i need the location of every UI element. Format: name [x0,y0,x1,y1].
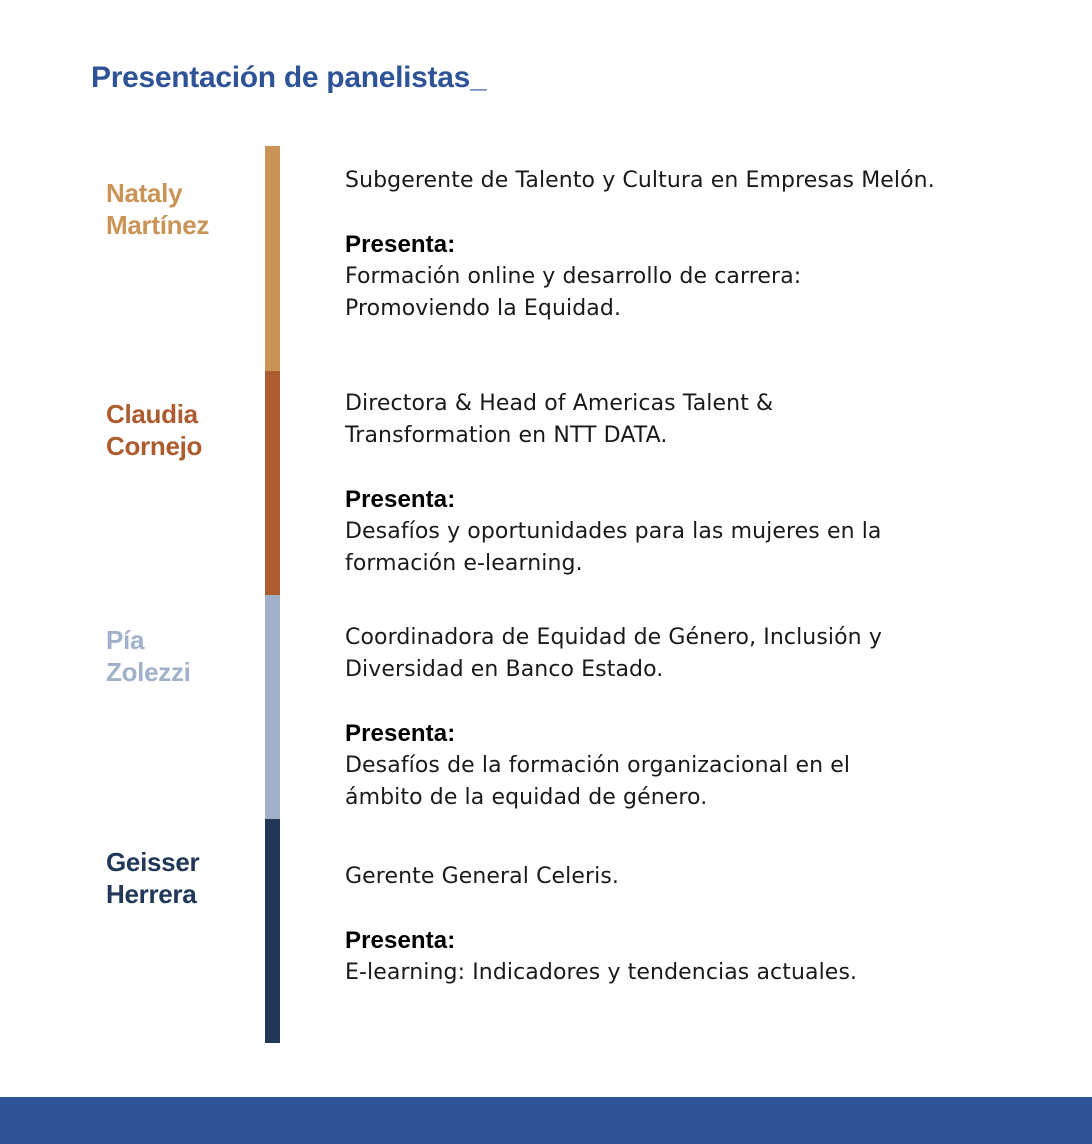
talk-title-line: formación e-learning. [345,551,583,576]
panelist-name-claudia [106,398,256,462]
timeline-segment-nataly [265,146,280,371]
presenta-label: Presenta: [345,231,456,258]
panelist-role: Directora & Head of Americas Talent & [345,391,774,416]
presenta-label: Presenta: [345,486,456,513]
page-title: Presentación de panelistas_ [91,61,487,94]
panelist-last-name: Martínez [106,210,210,240]
panelist-details-nataly [345,165,1065,325]
panelist-role: Subgerente de Talento y Cultura en Empresas Melón. [345,168,935,193]
talk-title-line: Desafíos y oportunidades para las mujeres en la [345,519,882,544]
panelist-role: Transformation en NTT DATA. [345,423,668,448]
talk-title-line: E-learning: Indicadores y tendencias actuales. [345,960,858,985]
panelist-details-pia [345,622,1065,814]
panelist-role: Coordinadora de Equidad de Género, Inclusión y [345,625,882,650]
panelist-first-name: Geisser [106,847,200,877]
timeline-segment-pia [265,595,280,819]
panelist-first-name: Claudia [106,399,198,429]
panelist-first-name: Nataly [106,178,183,208]
panelist-name-geisser [106,846,256,910]
panelist-last-name: Zolezzi [106,657,191,687]
presenta-label: Presenta: [345,720,456,747]
timeline-segment-claudia [265,371,280,595]
panelist-role: Diversidad en Banco Estado. [345,657,664,682]
presenta-label: Presenta: [345,927,456,954]
panelist-last-name: Herrera [106,879,197,909]
panelist-details-geisser [345,861,1065,989]
panelist-role: Gerente General Celeris. [345,864,620,889]
footer-band [0,1097,1092,1144]
talk-title-line: ámbito de la equidad de género. [345,785,708,810]
panelist-first-name: Pía [106,625,145,655]
talk-title-line: Formación online y desarrollo de carrera: [345,264,802,289]
timeline-segment-geisser [265,819,280,1043]
panelist-name-pia [106,624,256,688]
panelist-name-nataly [106,177,256,241]
panelist-last-name: Cornejo [106,431,203,461]
talk-title-line: Promoviendo la Equidad. [345,296,622,321]
talk-title-line: Desafíos de la formación organizacional en el [345,753,851,778]
panelist-details-claudia [345,388,1065,580]
